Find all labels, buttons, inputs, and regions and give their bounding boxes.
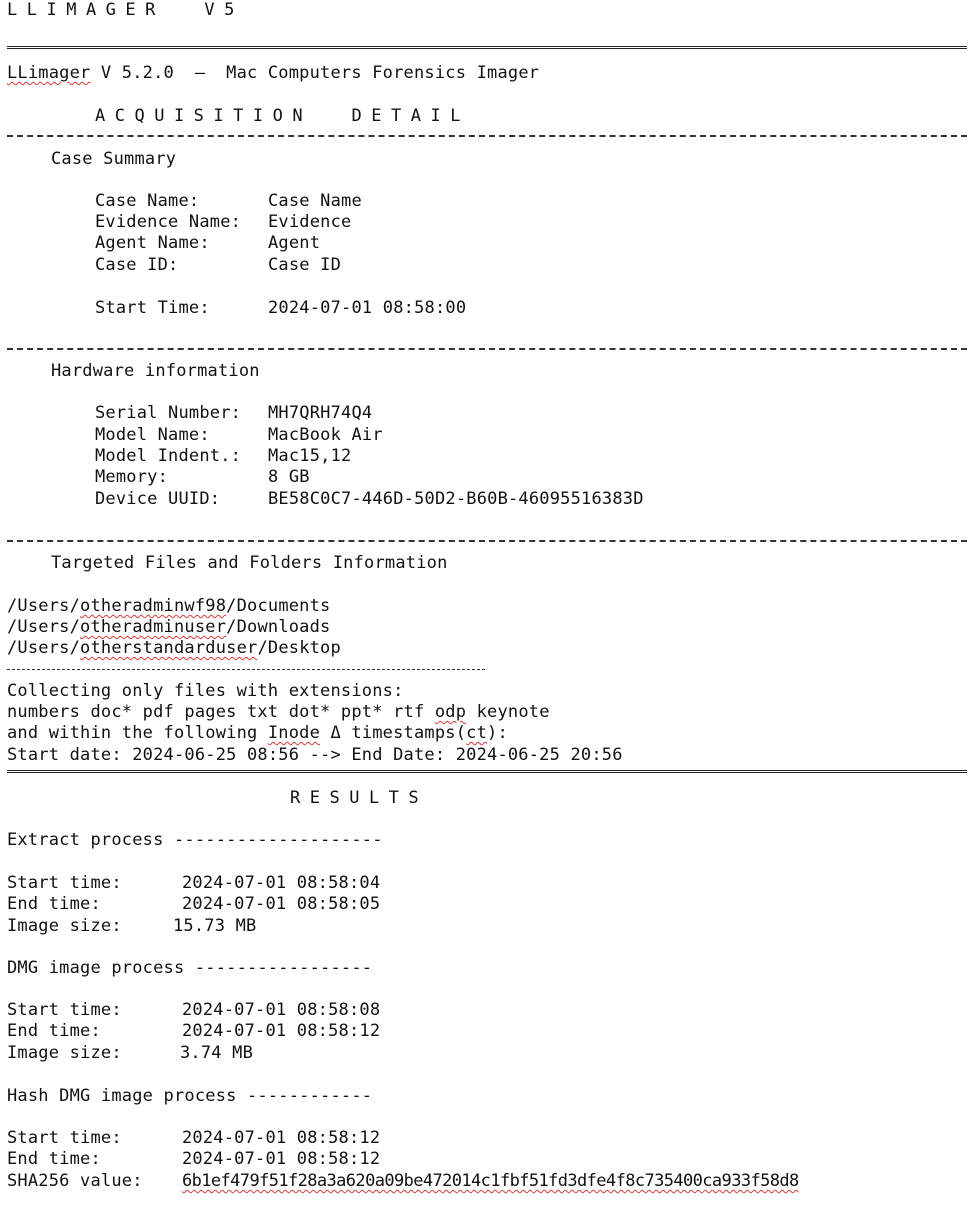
result-value: 3.74 MB xyxy=(180,1043,254,1063)
start-time-row xyxy=(95,298,466,319)
case-field-row xyxy=(95,212,351,233)
extensions-text: keynote xyxy=(466,702,550,722)
result-row xyxy=(7,1128,380,1149)
double-divider xyxy=(7,770,967,776)
hardware-field-row xyxy=(95,467,310,488)
hardware-field-row xyxy=(95,489,644,510)
hardware-field-value: BE58C0C7-446D-50D2-B60B-46095516383D xyxy=(268,489,644,509)
case-field-value: Agent xyxy=(268,233,321,253)
path-user: otheradminwf98 xyxy=(80,596,227,616)
result-row xyxy=(7,894,380,915)
result-label: End time: xyxy=(7,894,101,914)
case-field-row xyxy=(95,255,341,276)
path-user: otheradminuser xyxy=(80,617,227,637)
start-time-value: 2024-07-01 08:58:00 xyxy=(268,298,467,318)
hardware-title: Hardware information xyxy=(51,361,260,381)
case-field-label: Evidence Name: xyxy=(95,212,242,232)
results-title: RESULTS xyxy=(290,788,429,808)
version-line xyxy=(7,63,539,84)
extract-heading: Extract process -------------------- xyxy=(7,830,383,850)
hardware-field-row xyxy=(95,425,383,446)
case-summary-title: Case Summary xyxy=(51,149,177,169)
hardware-field-value: Mac15,12 xyxy=(268,446,352,466)
result-label: Start time: xyxy=(7,1000,122,1020)
case-field-label: Case Name: xyxy=(95,191,200,211)
app-name-heading: LLIMAGER V5 xyxy=(7,0,244,20)
result-row xyxy=(7,916,256,937)
result-row xyxy=(7,1043,253,1064)
hardware-field-label: Memory: xyxy=(95,467,169,487)
path-suffix: /Downloads xyxy=(226,617,331,637)
short-dashed-divider xyxy=(7,669,485,670)
sha256-value: 6b1ef479f51f28a3a620a09be472014c1fbf51fd3dfe4f8c735400ca933f58d8 xyxy=(182,1171,799,1191)
result-row xyxy=(7,1149,380,1170)
result-label: Start time: xyxy=(7,873,122,893)
path-suffix: /Documents xyxy=(226,596,331,616)
result-value: 15.73 MB xyxy=(173,916,257,936)
case-field-value: Case ID xyxy=(268,255,342,275)
case-field-row xyxy=(95,191,362,212)
case-field-value: Evidence xyxy=(268,212,352,232)
start-time-label: Start Time: xyxy=(95,298,210,318)
result-row xyxy=(7,1000,380,1021)
dashed-divider xyxy=(7,348,967,350)
result-value: 2024-07-01 08:58:08 xyxy=(182,1000,381,1020)
version-text: V 5.2.0 – Mac Computers Forensics Imager xyxy=(90,63,540,83)
inode-word: Inode xyxy=(267,723,321,743)
target-path xyxy=(7,617,331,638)
hardware-field-row xyxy=(95,403,372,424)
result-label: Image size: xyxy=(7,916,122,936)
result-value: 2024-07-01 08:58:12 xyxy=(182,1021,381,1041)
dashed-divider xyxy=(7,135,967,137)
hardware-field-row xyxy=(95,446,351,467)
extension-odp: odp xyxy=(434,702,467,722)
hardware-field-value: MacBook Air xyxy=(268,425,383,445)
result-value: 2024-07-01 08:58:12 xyxy=(182,1149,381,1169)
path-user: otherstandarduser xyxy=(80,638,258,658)
hardware-field-value: MH7QRH74Q4 xyxy=(268,403,373,423)
result-value: 2024-07-01 08:58:04 xyxy=(182,873,381,893)
result-row xyxy=(7,873,380,894)
case-field-label: Agent Name: xyxy=(95,233,210,253)
result-value: 2024-07-01 08:58:12 xyxy=(182,1128,381,1148)
result-row xyxy=(7,1021,380,1042)
result-label: Start time: xyxy=(7,1128,122,1148)
result-value: 2024-07-01 08:58:05 xyxy=(182,894,381,914)
hardware-field-label: Serial Number: xyxy=(95,403,242,423)
ct-word: ct xyxy=(466,723,488,743)
sha256-row xyxy=(7,1171,799,1192)
timestamps-line xyxy=(7,723,508,744)
sha256-label: SHA256 value: xyxy=(7,1171,143,1191)
hash-heading: Hash DMG image process ------------ xyxy=(7,1086,373,1106)
timestamps-text: and within the following xyxy=(7,723,268,743)
hardware-field-label: Device UUID: xyxy=(95,489,221,509)
targets-title: Targeted Files and Folders Information xyxy=(51,553,448,573)
acquisition-detail-title: ACQUISITION DETAIL xyxy=(95,106,470,126)
case-field-value: Case Name xyxy=(268,191,362,211)
timestamps-text: Δ timestamps( xyxy=(320,723,467,743)
timestamps-text: ): xyxy=(487,723,508,743)
hardware-field-label: Model Indent.: xyxy=(95,446,242,466)
result-label: End time: xyxy=(7,1021,101,1041)
target-path xyxy=(7,596,331,617)
target-path xyxy=(7,638,341,659)
path-prefix: /Users/ xyxy=(7,596,81,616)
extensions-line xyxy=(7,702,550,723)
result-label: Image size: xyxy=(7,1043,122,1063)
hardware-field-label: Model Name: xyxy=(95,425,210,445)
hardware-field-value: 8 GB xyxy=(268,467,310,487)
path-prefix: /Users/ xyxy=(7,617,81,637)
case-field-row xyxy=(95,233,320,254)
extensions-text: numbers doc* pdf pages txt dot* ppt* rtf xyxy=(7,702,435,722)
result-label: End time: xyxy=(7,1149,101,1169)
path-prefix: /Users/ xyxy=(7,638,81,658)
dashed-divider xyxy=(7,540,967,542)
double-divider xyxy=(7,46,967,52)
dmg-heading: DMG image process ----------------- xyxy=(7,958,373,978)
date-range-line: Start date: 2024-06-25 08:56 --> End Date: 2024-06-25 20:56 xyxy=(7,745,623,765)
case-field-label: Case ID: xyxy=(95,255,179,275)
path-suffix: /Desktop xyxy=(257,638,341,658)
version-app-name: LLimager xyxy=(7,63,91,83)
filter-line: Collecting only files with extensions: xyxy=(7,681,404,701)
